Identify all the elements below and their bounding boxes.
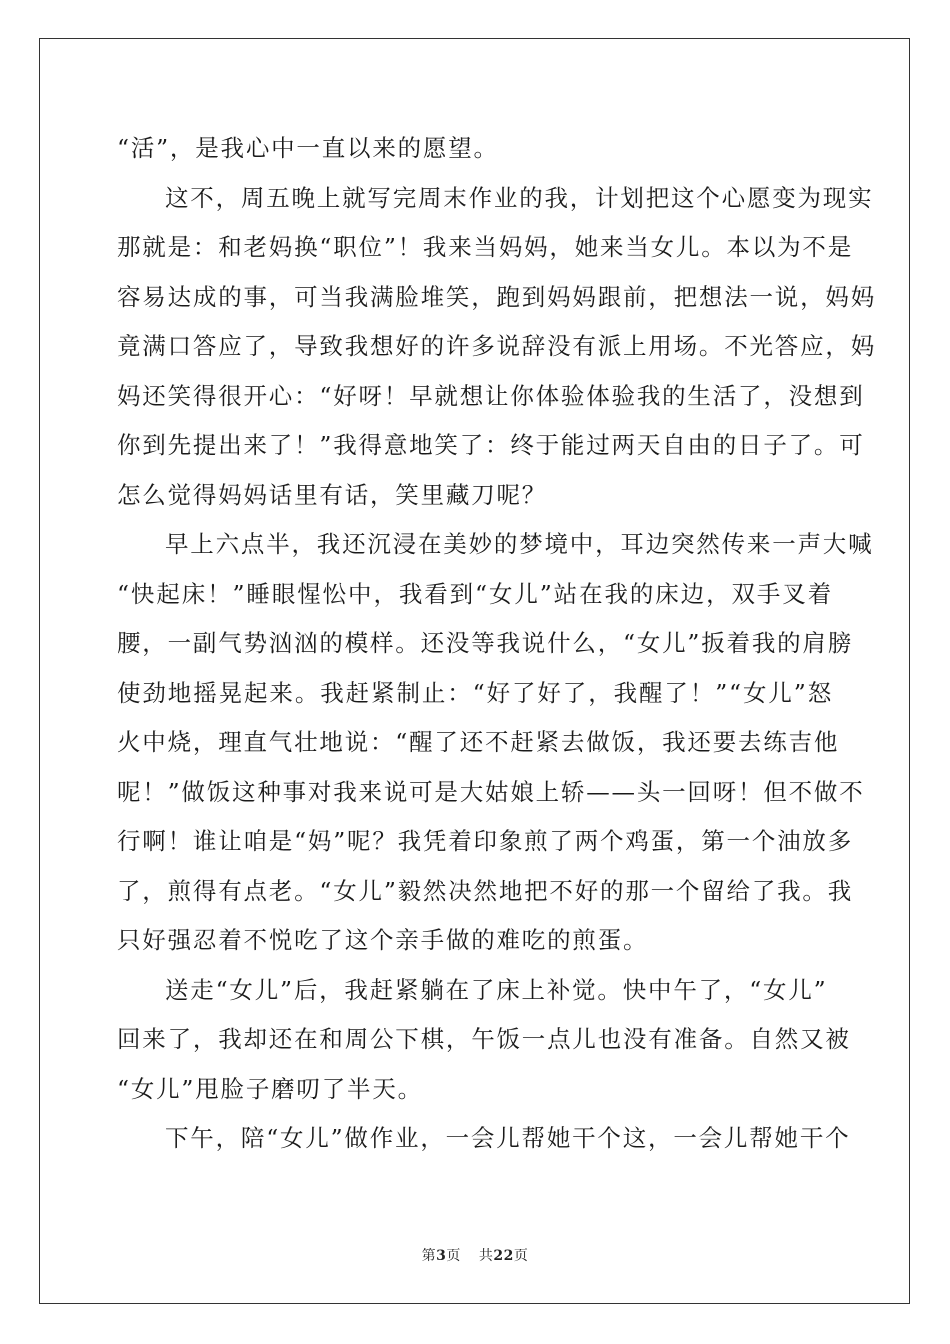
text-line: 早上六点半，我还沉浸在美妙的梦境中，耳边突然传来一声大喊 [165,530,874,558]
text-line: 使劲地摇晃起来。我赶紧制止：“好了好了，我醒了！”“女儿”怒 [117,678,833,707]
page-footer [0,1245,950,1265]
text-line: 你到先提出来了！”我得意地笑了：终于能过两天自由的日子了。可 [117,431,865,459]
text-line: 怎么觉得妈妈话里有话，笑里藏刀呢？ [117,480,548,509]
page-label-suffix: 页 [446,1248,461,1264]
text-line: 了，煎得有点老。“女儿”毅然决然地把不好的那一个留给了我。我 [117,876,854,905]
text-line: 腰，一副气势汹汹的模样。还没等我说什么，“女儿”扳着我的肩膀 [117,629,854,657]
text-line: 行啊！谁让咱是“妈”呢？我凭着印象煎了两个鸡蛋，第一个油放多 [117,827,854,855]
total-label-prefix: 共 [478,1248,494,1264]
text-line: “活”，是我心中一直以来的愿望。 [117,134,499,162]
text-line: 回来了，我却还在和周公下棋，午饭一点儿也没有准备。自然又被 [117,1025,851,1053]
text-line: 竟满口答应了，导致我想好的许多说辞没有派上用场。不光答应，妈 [117,332,876,360]
text-line: 只好强忍着不悦吃了这个亲手做的难吃的煎蛋。 [117,926,649,954]
text-line: “女儿”甩脸子磨叨了半天。 [117,1074,423,1103]
text-line: 那就是：和老妈换“职位”！我来当妈妈，她来当女儿。本以为不是 [117,233,854,261]
total-label-suffix: 页 [513,1248,529,1264]
text-line: 火中烧，理直气壮地说：“醒了还不赶紧去做饭，我还要去练吉他 [117,728,840,756]
page-total: 22 [493,1248,514,1264]
text-line: 下午，陪“女儿”做作业，一会儿帮她干个这，一会儿帮她干个 [165,1124,851,1152]
text-line: 这不，周五晚上就写完周末作业的我，计划把这个心愿变为现实 [165,183,874,212]
page-number: 3 [436,1248,447,1264]
page-label-prefix: 第 [421,1248,437,1264]
text-line: 妈还笑得很开心：“好呀！早就想让你体验体验我的生活了，没想到 [117,381,865,410]
text-line: 送走“女儿”后，我赶紧躺在了床上补觉。快中午了，“女儿” [165,975,828,1004]
text-line: 容易达成的事，可当我满脸堆笑，跑到妈妈跟前，把想法一说，妈妈 [117,282,876,311]
document-body [117,124,876,1164]
text-line: “快起床！”睡眼惺忪中，我看到“女儿”站在我的床边，双手叉着 [117,579,833,608]
text-line: 呢！”做饭这种事对我来说可是大姑娘上轿——头一回呀！但不做不 [117,777,865,806]
